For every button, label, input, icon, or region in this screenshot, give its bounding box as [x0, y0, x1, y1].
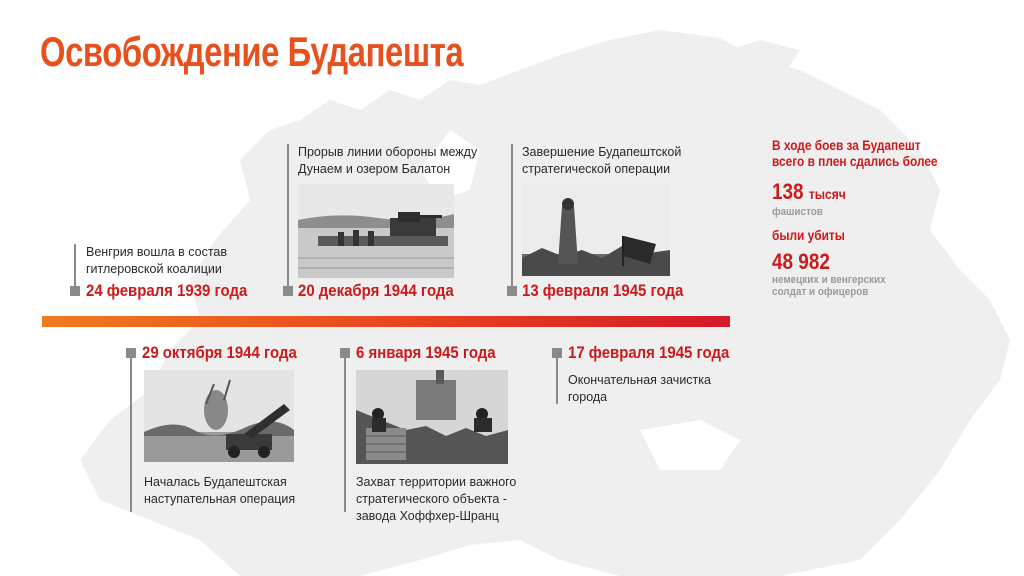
- photo-wheel: [228, 446, 240, 458]
- event-date: 29 октября 1944 года: [142, 343, 297, 362]
- photo-statue: [562, 198, 574, 210]
- photo-soldier: [372, 418, 386, 432]
- photo-pontoon: [318, 236, 448, 246]
- timeline-marker: [340, 348, 350, 358]
- event-description-line: Захват территории важного: [356, 475, 517, 489]
- captured-label: фашистов: [772, 206, 823, 218]
- timeline-marker: [126, 348, 136, 358]
- photo-soldier: [474, 418, 492, 432]
- event-date: 17 февраля 1945 года: [568, 343, 730, 362]
- event-description: [568, 372, 711, 406]
- timeline-connector: [130, 356, 132, 512]
- event-description: [356, 474, 516, 525]
- timeline-bar: [42, 316, 730, 327]
- captured-unit: тысяч: [808, 186, 846, 202]
- killed-label: [772, 274, 941, 298]
- photo-tank-gun: [418, 215, 442, 218]
- timeline-marker: [283, 286, 293, 296]
- timeline-marker: [552, 348, 562, 358]
- event-date: 13 февраля 1945 года: [522, 281, 684, 300]
- event-date: 20 декабря 1944 года: [298, 281, 454, 300]
- killed-label-line: немецких и венгерских: [772, 274, 886, 286]
- rocket-launcher-photo: [144, 370, 294, 462]
- photo-ruined-building: [416, 380, 456, 420]
- photo-soldier: [338, 232, 344, 246]
- event-description: [522, 144, 681, 178]
- event-description: [298, 144, 477, 178]
- timeline-connector: [287, 144, 289, 290]
- factory-battle-photo: [356, 370, 508, 464]
- photo-tank-turret: [398, 212, 420, 222]
- river-crossing-photo: [298, 184, 454, 278]
- photo-soldier: [368, 231, 374, 246]
- stats-intro-line: всего в плен сдались более: [772, 154, 938, 169]
- event-description: [86, 244, 227, 278]
- stats-panel: [772, 138, 960, 298]
- captured-number: 138: [772, 179, 804, 204]
- event-description-line: стратегического объекта -: [356, 492, 507, 506]
- event-description-line: Венгрия вошла в состав: [86, 245, 228, 259]
- timeline-marker: [70, 286, 80, 296]
- event-description-line: Завершение Будапештской: [522, 145, 682, 159]
- timeline-connector: [74, 244, 76, 290]
- event-description-line: Окончательная зачистка: [568, 373, 711, 387]
- event-description-line: Началась Будапештская: [144, 475, 287, 489]
- event-description: [144, 474, 295, 508]
- killed-number: 48 982: [772, 249, 830, 274]
- timeline-connector: [344, 356, 346, 512]
- photo-flag-pole: [622, 236, 624, 266]
- event-description-line: Прорыв линии обороны между: [298, 145, 478, 159]
- photo-soldier: [353, 230, 359, 246]
- event-description-line: гитлеровской коалиции: [86, 262, 222, 276]
- killed-intro: были убиты: [772, 228, 845, 243]
- event-date: 24 февраля 1939 года: [86, 281, 248, 300]
- killed-label-line: солдат и офицеров: [772, 286, 869, 298]
- event-description-line: города: [568, 390, 608, 404]
- timeline-marker: [507, 286, 517, 296]
- photo-wheel: [258, 446, 270, 458]
- photo-smokestack: [436, 370, 444, 384]
- victory-flag-photo: [522, 184, 670, 276]
- stats-intro-line: В ходе боев за Будапешт: [772, 138, 921, 153]
- event-date: 6 января 1945 года: [356, 343, 496, 362]
- event-description-line: наступательная операция: [144, 492, 296, 506]
- event-description-line: завода Хоффхер-Шранц: [356, 509, 499, 523]
- captured-figure: [772, 180, 934, 206]
- event-description-line: Дунаем и озером Балатон: [298, 162, 451, 176]
- timeline-connector: [511, 144, 513, 290]
- stats-intro: [772, 138, 938, 170]
- page-title: Освобождение Будапешта: [40, 28, 464, 75]
- timeline-connector: [556, 356, 558, 404]
- event-description-line: стратегической операции: [522, 162, 671, 176]
